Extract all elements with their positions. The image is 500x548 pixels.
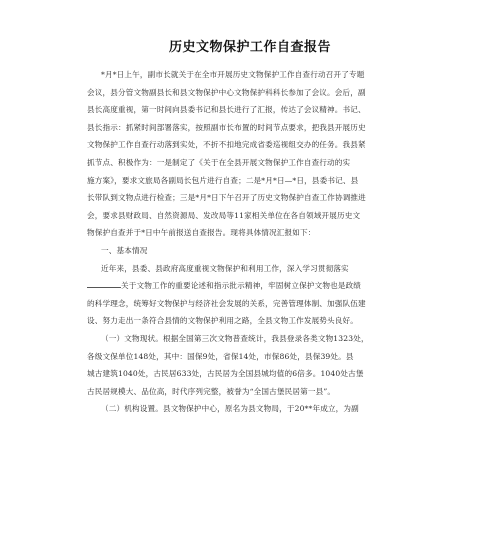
paragraph-line: 设、努力走出一条符合县情的文物保护利用之路，全县文物工作发展势头良好。: [87, 316, 359, 326]
paragraph-line: 县长高度重视，第一时间向县委书记和县长进行了汇报，传达了会议精神。书记、: [87, 105, 366, 115]
subsection-line: （二）机构设置。县文物保护中心，原名为县文物局，于20**年成立，为副: [101, 404, 359, 414]
subsection-line: （一）文物现状。根据全国第三次文物普查统计，我县登录各类文物1323处，: [101, 333, 369, 343]
paragraph-line: 文物保护工作自查行动落到实处，不折不扣地完成省委巡视组交办的任务。我县紧: [87, 140, 366, 150]
page-title: 历史文物保护工作自查报告: [168, 40, 331, 55]
paragraph-line: 会议，县分管文物副县长和县文物保护中心文物保护科科长参加了会议。会后，副: [87, 87, 366, 97]
paragraph-line: 县长指示：抓紧时间部署落实，按照副市长布置的时间节点要求，把我县开展历史: [87, 122, 366, 132]
blank-underline: [87, 279, 121, 288]
paragraph-line: 的科学理念，统筹好文物保护与经济社会发展的关系，完善管理体制、加强队伍建: [87, 298, 366, 308]
paragraph-line: 长带队到文物点进行检查；三是*月*日下午召开了历史文物保护自查工作协调推进: [87, 193, 366, 203]
paragraph-line: 各级文保单位148处，其中：国保9处，省保14处，市保86处，县保39处。县: [87, 351, 354, 361]
paragraph-line: 物保护自查并于*日中午前报送自查报告。现将具体情况汇报如下：: [87, 228, 316, 238]
paragraph-line: 抓节点、积极作为：一是制定了《关于在全县开展文物保护工作自查行动的实: [87, 157, 351, 167]
paragraph-line: 近年来，县委、县政府高度重视文物保护和利用工作，深入学习贯彻落实: [101, 263, 349, 273]
document-body: [87, 66, 414, 418]
paragraph-line-text: 关于文物工作的重要论述和指示批示精神，牢固树立保护文物也是政绩: [121, 281, 362, 291]
paragraph-line: *月*日上午，副市长就关于在全市开展历史文物保护工作自查行动召开了专题: [101, 70, 365, 79]
paragraph-line: 会，要求县财政局、自然资源局、发改局等11家相关单位在各自领域开展历史文: [87, 210, 361, 220]
paragraph-line-with-blank: [87, 277, 414, 295]
paragraph-line: 城古建筑1040处，古民居633处，古民居为全国县城均值的6倍多。1040处古堡: [87, 369, 364, 379]
paragraph-line: 施方案》，要求文旅局各副局长包片进行自查；二是*月*日—*日，县委书记、县: [87, 175, 359, 185]
paragraph-line: 古民居规模大、品位高，时代序列完整，被誉为“全国古堡民居第一县”。: [87, 386, 336, 396]
section-heading: 一、基本情况: [101, 245, 148, 255]
